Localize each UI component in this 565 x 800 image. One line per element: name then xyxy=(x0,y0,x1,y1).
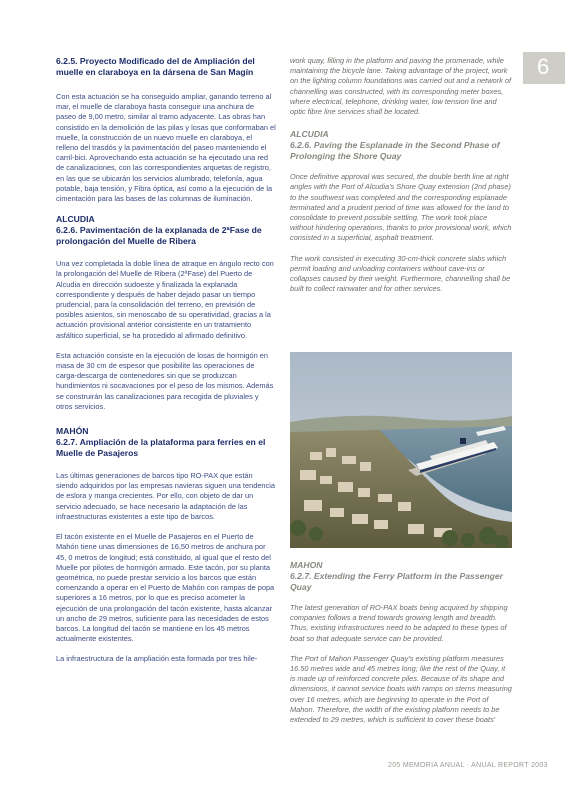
page-footer: 205 MEMORIA ANUAL · ANUAL REPORT 2003 xyxy=(388,762,548,769)
place-heading-alcudia: ALCUDIA xyxy=(56,214,95,225)
paragraph: Once definitive approval was secured, the double berth line at right angles with the Port of Alcudia's Shore Quay extension (2nd phase) to the southwest was completed and the corresponding esplanade terminated and a prudent period of time was allowed for the land to consolidate to prevent possible settling. The work took place without hindering operations, thanks to prior provisional work, which consisted in a superficial, asphalt treatment. xyxy=(290,172,512,243)
paragraph: Las últimas generaciones de barcos tipo RO-PAX que están siendo adquiridos por las empresas navieras siguen una tendencia de eslora y manga crecientes. Por ello, con objeto de dar un servicio adecuado, se hace necesario la adaptación de las infraestructuras existentes a este tipo de barcos. xyxy=(56,471,275,521)
chapter-number: 6 xyxy=(537,54,550,79)
paragraph: The latest generation of RO-PAX boats being acquired by shipping companies follows a trend towards growing length and breadth. Thus, existing infrastructures need to be adapted to these types of boat so that adequate service can be provided. xyxy=(290,603,508,643)
section-heading-6-2-7-en: 6.2.7. Extending the Ferry Platform in the Passenger Quay xyxy=(290,571,503,592)
paragraph: The Port of Mahon Passenger Quay's existing platform measures 16.50 metres wide and 45 metres long; like the rest of the Quay, it is made up of reinforced concrete piles. Because of its shape and dimensions, it cannot service boats with ramps on sterns measuring over 16 metres, which are beginning to operate in the Port of Mahon. Therefore, the width of the existing platform needs to be extended to 29 metres, which is sufficient to cover these boats' xyxy=(290,653,512,725)
spanish-column xyxy=(56,56,276,675)
section-heading-6-2-6-en: 6.2.6. Paving the Esplanade in the Second Phase of Prolonging the Shore Quay xyxy=(290,140,500,162)
section-heading-6-2-7: 6.2.7. Ampliación de la plataforma para ferries en el Muelle de Pasajeros xyxy=(56,437,266,459)
chapter-tab xyxy=(523,52,565,84)
section-heading-6-2-5: 6.2.5. Proyecto Modificado del de Ampliación del muelle en claraboya en la dársena de San Magín xyxy=(56,56,255,77)
paragraph: La infraestructura de la ampliación esta formada por tres hile- xyxy=(56,654,258,664)
place-heading-alcudia-en: ALCUDIA xyxy=(290,129,329,140)
place-heading-mahon-en: MAHON xyxy=(290,560,323,570)
paragraph: Esta actuación consiste en la ejecución de losas de hormigón en masa de 30 cm de espesor que posibilite las operaciones de carga-descarga de contenedores sin que se produzcan hundimientos ni socavaciones por el peso de los mismos. Además se construirán las canalizaciones para recogida de pluviales y otros servicios. xyxy=(56,350,274,411)
section-heading-6-2-6: 6.2.6. Pavimentación de la explanada de 2ªFase de prolongación del Muelle de Ribera xyxy=(56,225,262,247)
english-column-top xyxy=(290,56,512,304)
place-heading-mahon: MAHÓN xyxy=(56,426,89,437)
paragraph: The work consisted in executing 30-cm-thick concrete slabs which permit loading and unloading containers without cave-ins or collapses caused by their weight. Furthermore, channelling shall be built to collect rainwater and for other services. xyxy=(290,253,511,294)
paragraph: work quay, filling in the platform and paving the promenade, while maintaining the bicycle lane. Taking advantage of the project, work on the lighting column foundations was carried out and a network of channelling was constructed, with its corresponding meter boxes, where electrical, telephone, drinking water, low tension line and optic fibre line services shall be located. xyxy=(290,56,512,117)
paragraph: Con esta actuación se ha conseguido ampliar, ganando terreno al mar, el muelle de claraboya hasta conseguir una anchura de paseo de 9,00 metro, similar al tramo adyacente. Las obras han consistido en la demolición de las pilas y losas que conformaban el muelle, la construcción de un nuevo muelle en claraboya, el relleno del trasdós y la pavimentación del paseo manteniendo el carril-bici. Aprovechando esta actuación se ha ejecutado una red de canalizaciones, con las correspondientes arquetas de registro, en las que se ubicarán los servicios alumbrado, telefonía, agua potable, baja tensión, y Fibra óptica, así como a la ejecución de la cimentación para las bases de las columnas de iluminación. xyxy=(56,92,276,204)
paragraph: El tacón existente en el Muelle de Pasajeros en el Puerto de Mahón tiene unas dimensiones de 16,50 metros de anchura por 45, 0 metros de longitud; está constituido, al igual que el resto del Muelle por pilotes de hormigón armado. Este tacón, por su planta geométrica, no puede prestar servicio a los barcos que están comenzando a operar en el Puerto de Mahón con rampas de popa superiores a 16 metros, por lo que es preciso acometer la ejecución de una prolongación del tacón existente, hasta alcanzar un ancho de 29 metros, suficiente para las necesidades de estos barcos. La longitud del tacón se mantiene en los 45 metros actualmente existentes. xyxy=(56,532,275,644)
harbour-photo xyxy=(290,352,512,548)
paragraph: Una vez completada la doble línea de atraque en ángulo recto con la prolongación del Muelle de Ribera (2ªFase) del Puerto de Alcudia en dirección sudoeste y finalizada la explanada correspondiente y después de haber dejado pasar un tiempo prudencial, para la consolidación del terreno, en previsión de posibles asientos, sin menoscabo de su operatividad, gracias a la actuación provisional anterior consistente en un tratamiento asfáltico superficial, se ha procedido al afirmado definitivo. xyxy=(56,259,274,340)
english-column-bottom xyxy=(290,560,512,735)
